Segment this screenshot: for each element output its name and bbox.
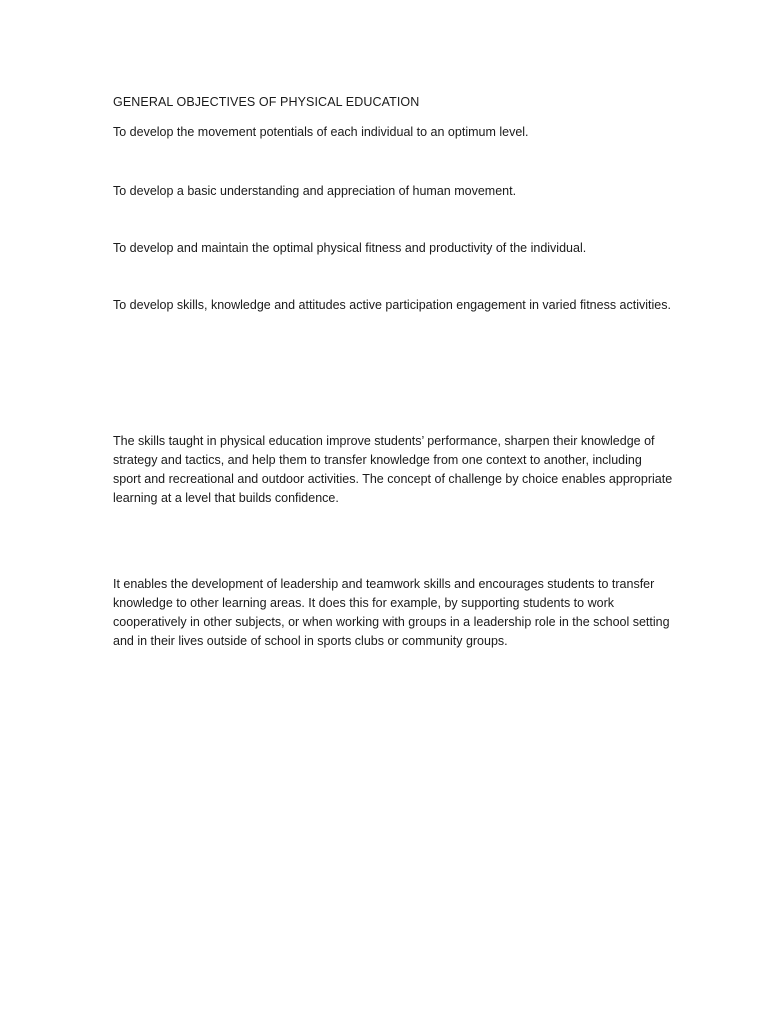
objective-physical-fitness: To develop and maintain the optimal physical fitness and productivity of the individual. (113, 241, 587, 255)
objective-movement-potentials: To develop the movement potentials of each individual to an optimum level. (113, 125, 529, 139)
document-body (113, 93, 673, 651)
document-heading: GENERAL OBJECTIVES OF PHYSICAL EDUCATION (113, 95, 420, 109)
paragraph-leadership-teamwork: It enables the development of leadership and teamwork skills and encourages students to transfer knowledge to other learning areas. It does this for example, by supporting students to work cooperatively in other subjects, or when working with groups in a leadership role in the school setting and in their lives outside of school in sports clubs or community groups. (113, 577, 670, 648)
objective-skills-knowledge: To develop skills, knowledge and attitudes active participation engagement in varied fitness activities. (113, 298, 671, 312)
objective-human-movement: To develop a basic understanding and appreciation of human movement. (113, 184, 517, 198)
paragraph-skills-taught: The skills taught in physical education improve students’ performance, sharpen their knowledge of strategy and tactics, and help them to transfer knowledge from one context to another, including sport and recreational and outdoor activities. The concept of challenge by choice enables appropriate learning at a level that builds confidence. (113, 434, 673, 505)
